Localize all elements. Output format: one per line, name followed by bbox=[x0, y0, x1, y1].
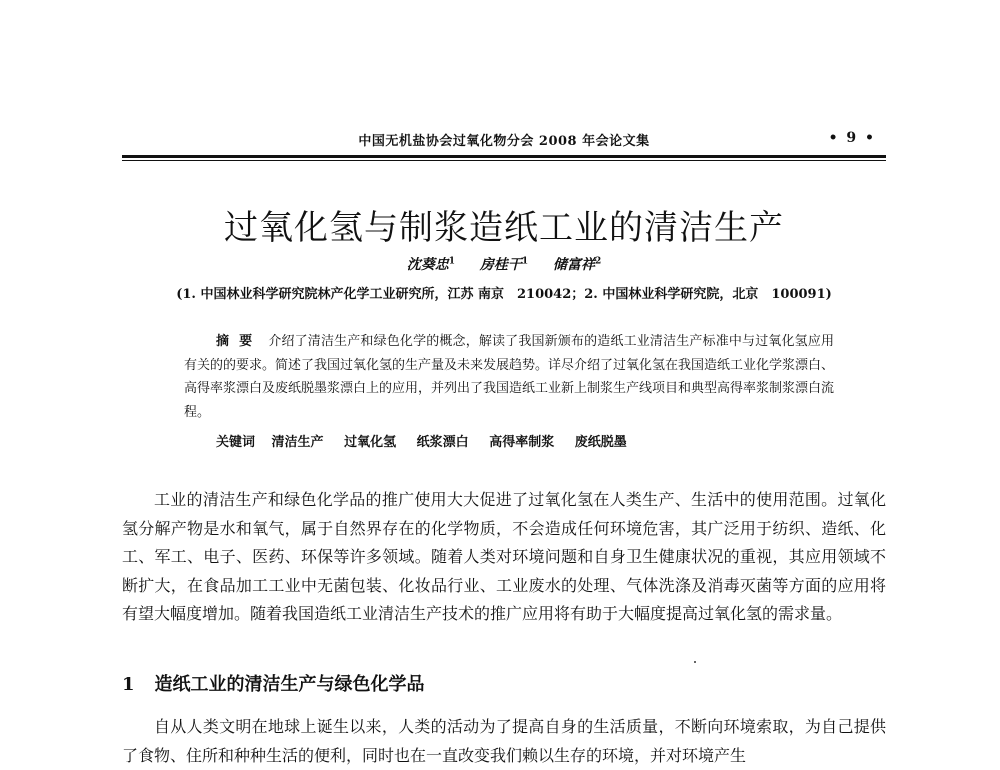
author-name: 储富祥 bbox=[553, 257, 595, 273]
scan-speck bbox=[694, 661, 696, 663]
keyword: 清洁生产 bbox=[271, 435, 324, 450]
section-title: 造纸工业的清洁生产与绿色化学品 bbox=[154, 674, 425, 695]
abstract-label: 摘要 bbox=[216, 334, 263, 349]
author bbox=[480, 257, 528, 273]
keywords-label: 关键词 bbox=[216, 435, 256, 450]
keyword: 废纸脱墨 bbox=[574, 435, 627, 450]
author-list bbox=[122, 254, 886, 274]
abstract bbox=[184, 330, 834, 424]
body-paragraph: 工业的清洁生产和绿色化学品的推广使用大大促进了过氧化氢在人类生产、生活中的使用范围。过氧化氢分解产物是水和氧气，属于自然界存在的化学物质，不会造成任何环境危害，其广泛用于纺织、造纸、化工、军工、电子、医药、环保等许多领域。随着人类对环境问题和自身卫生健康状况的重视，其应用领域不断扩大，在食品加工工业中无菌包装、化妆品行业、工业废水的处理、气体洗涤及消毒灭菌等方面的应用将有望大幅度增加。随着我国造纸工业清洁生产技术的推广应用将有助于大幅度提高过氧化氢的需求量。 bbox=[122, 490, 886, 623]
body-paragraph: 自从人类文明在地球上诞生以来，人类的活动为了提高自身的生活质量，不断向环境索取，为自己提供了食物、住所和种种生活的便利，同时也在一直改变我们赖以生存的环境，并对环境产生 bbox=[122, 717, 886, 765]
author-name: 房桂干 bbox=[479, 257, 522, 273]
journal-title: 中国无机盐协会过氧化物分会 2008 年会论文集 bbox=[358, 134, 650, 149]
abstract-text: 介绍了清洁生产和绿色化学的概念，解读了我国新颁布的造纸工业清洁生产标准中与过氧化氢应用有关的的要求。简述了我国过氧化氢的生产量及未来发展趋势。详尽介绍了过氧化氢在我国造纸工业化学浆漂白、高得率浆漂白及废纸脱墨浆漂白上的应用，并列出了我国造纸工业新上制浆生产线项目和典型高得率浆制浆漂白流程。 bbox=[184, 334, 835, 420]
header-rule-thin bbox=[122, 160, 886, 161]
author bbox=[407, 257, 455, 273]
keywords bbox=[216, 432, 836, 454]
keyword: 高得率制浆 bbox=[489, 435, 555, 450]
affiliation: (1. 中国林业科学研究院林产化学工业研究所，江苏 南京 210042；2. 中国林业科学研究院，北京 100091) bbox=[176, 287, 832, 302]
author-affil-mark: 1 bbox=[521, 256, 529, 267]
page-number: • 9 • bbox=[828, 130, 876, 146]
author-affil-mark: 1 bbox=[448, 256, 455, 267]
section-number: 1 bbox=[122, 674, 135, 695]
keyword: 纸浆漂白 bbox=[416, 435, 469, 450]
author-name: 沈葵忠 bbox=[406, 257, 449, 273]
header-rule-thick bbox=[122, 155, 886, 158]
author bbox=[553, 257, 601, 273]
section-heading bbox=[122, 670, 886, 696]
running-header bbox=[122, 128, 886, 154]
paper-title: 过氧化氢与制浆造纸工业的清洁生产 bbox=[224, 208, 784, 248]
keyword: 过氧化氢 bbox=[344, 435, 397, 450]
author-affil-mark: 2 bbox=[595, 256, 602, 267]
